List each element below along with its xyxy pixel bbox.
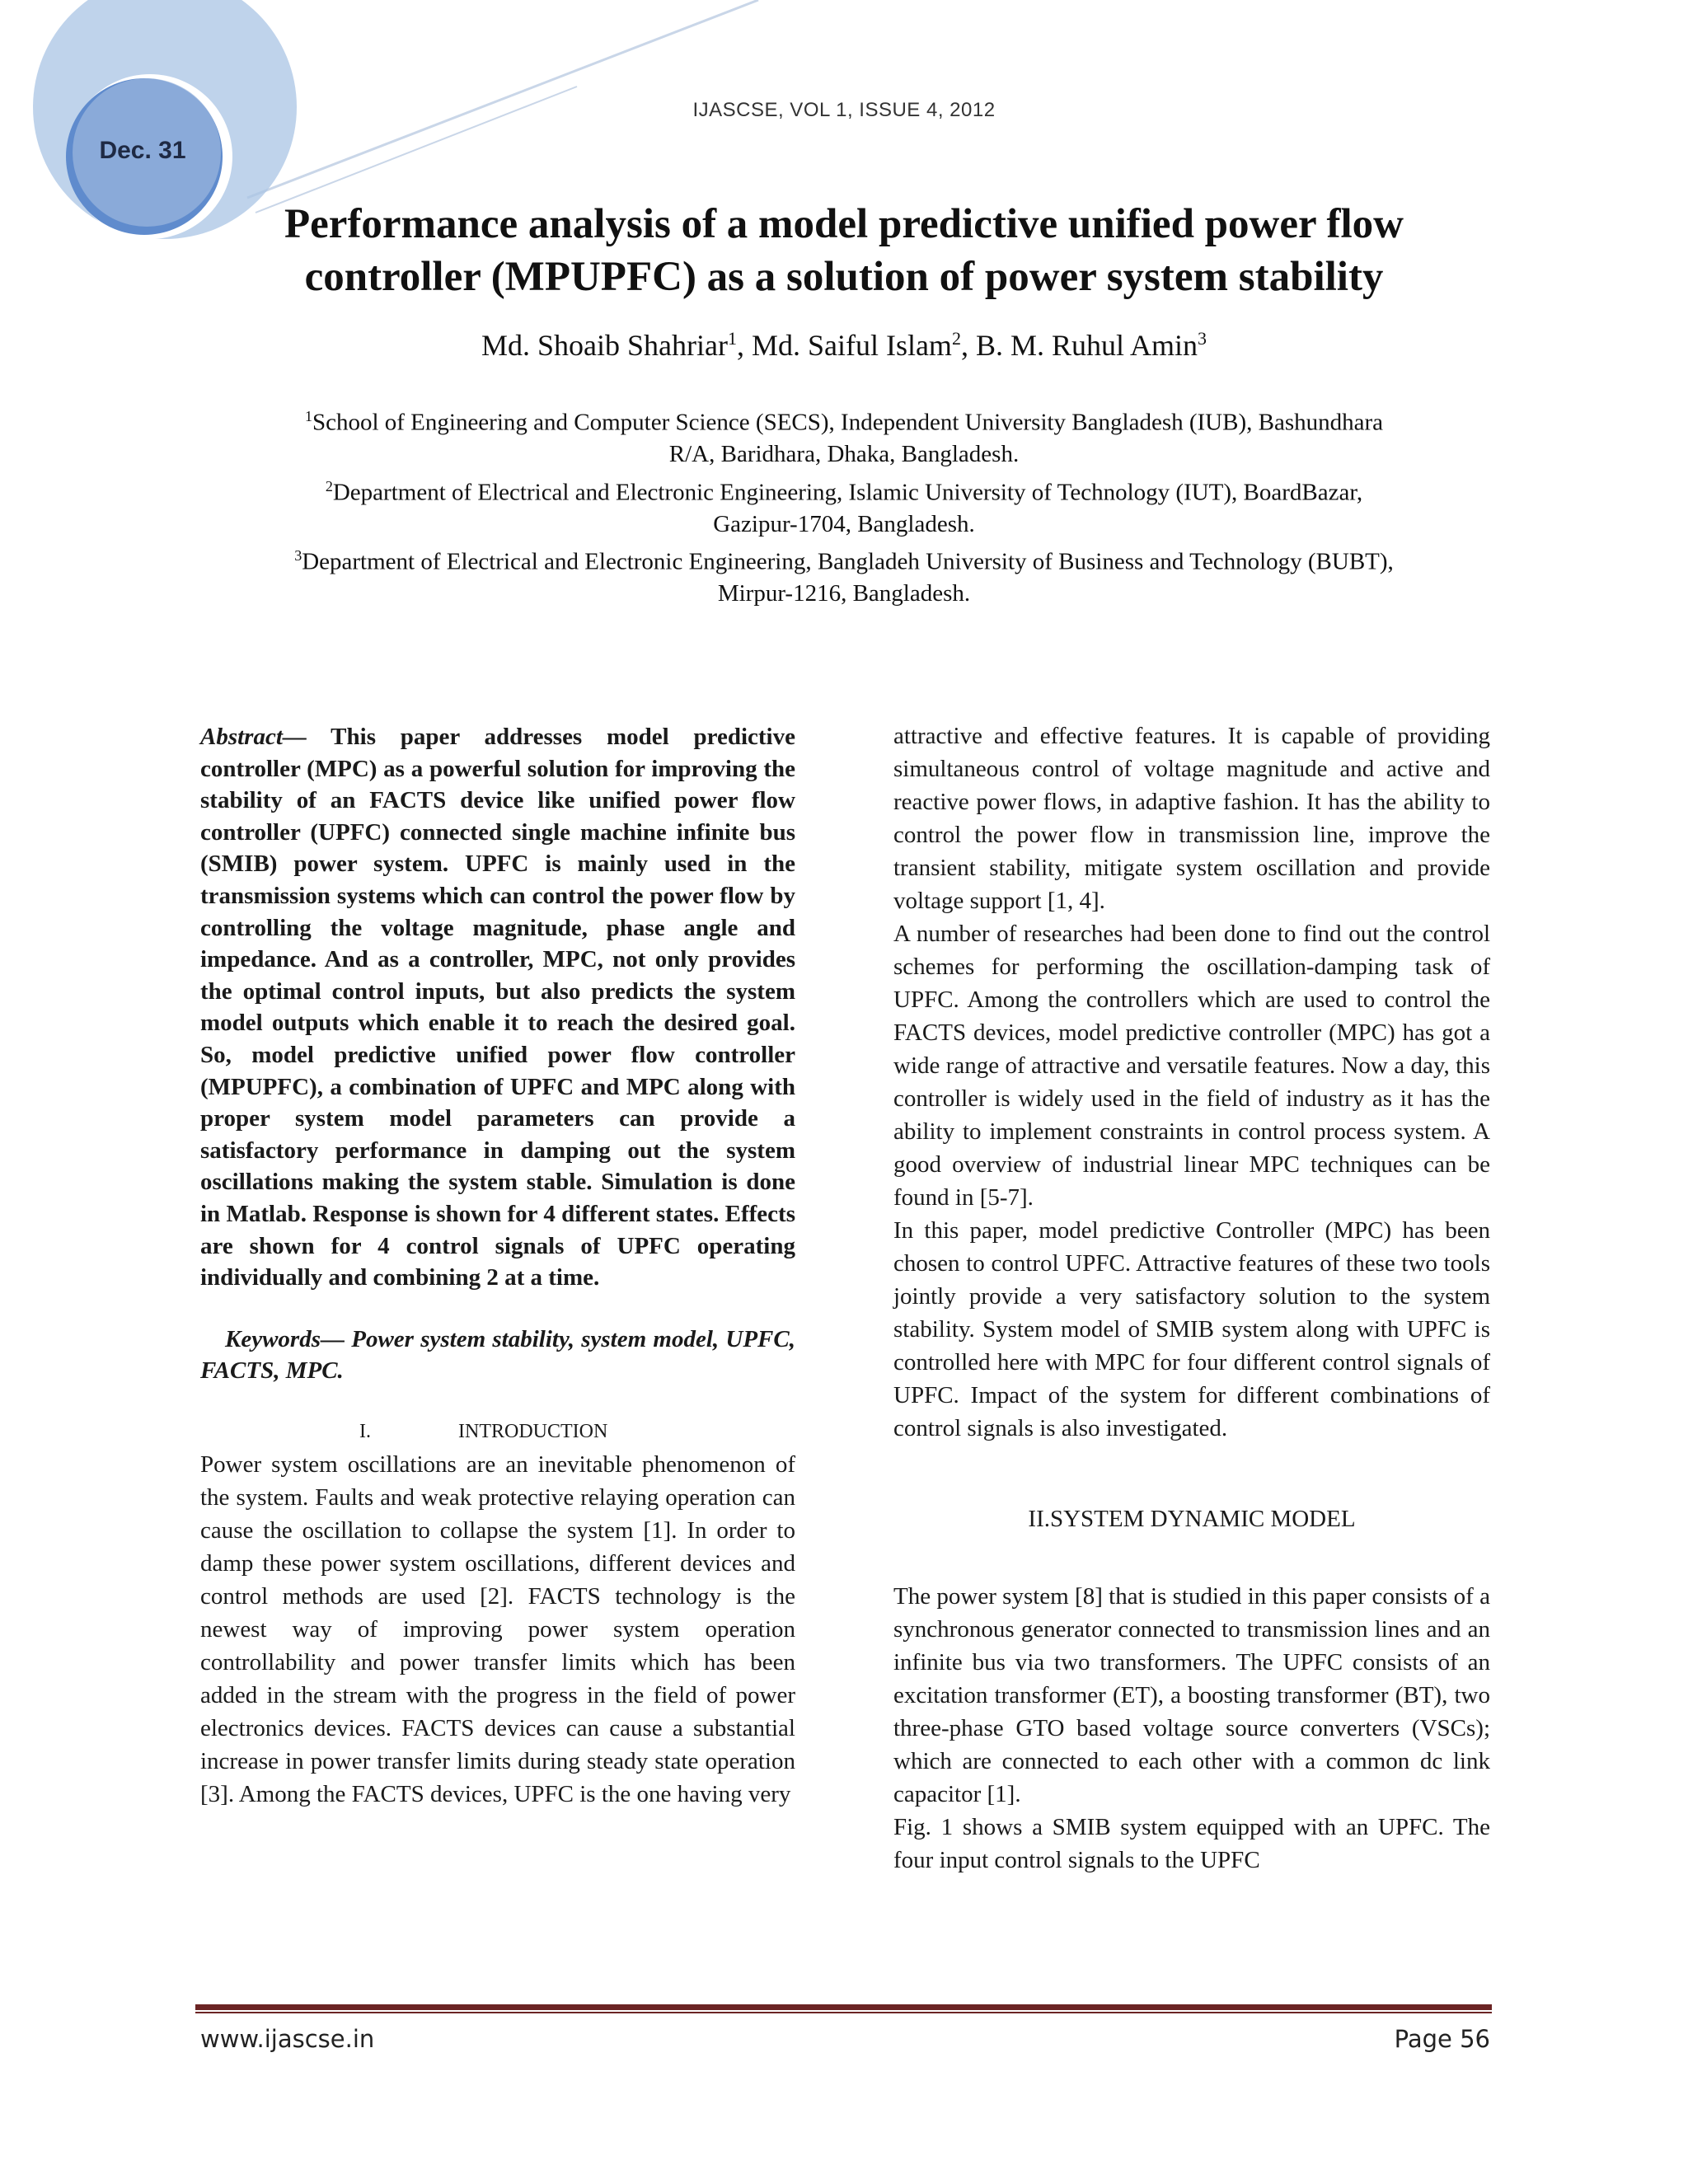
author-list — [0, 328, 1688, 363]
section-heading-introduction — [200, 1415, 795, 1448]
author-affiliation-mark: 1 — [727, 328, 737, 349]
right-column — [893, 719, 1490, 1877]
introduction-paragraph: Power system oscillations are an inevitable phenomenon of the system. Faults and weak protective relaying operation can cause the oscillation to collapse the system [1]. In order to damp these power system oscillations, different devices and control methods are used [2]. FACTS technology is the newest way of improving power system operation controllability and power transfer limits which has been added in the stream with the progress in the field of power electronics devices. FACTS devices can cause a substantial increase in power transfer limits during steady state operation [3]. Among the FACTS devices, UPFC is the one having very — [200, 1451, 795, 1807]
affiliation-mark: 3 — [294, 547, 302, 565]
footer-rule-thin — [195, 2012, 1492, 2013]
affiliation-text: Department of Electrical and Electronic Engineering, Islamic University of Technology (IUT), BoardBazar, — [332, 479, 1363, 506]
paragraph: The power system [8] that is studied in this paper consists of a synchronous generator connected to transmission lines and an infinite bus via two transformers. The UPFC consists of an excitation transformer (ET), a boosting transformer (BT), two three-phase GTO based voltage source converters (VSCs); which are connected to each other with a common dc link capacitor [1]. — [893, 1583, 1490, 1807]
abstract — [200, 721, 795, 1294]
paper-title — [181, 198, 1507, 303]
title-line-2: controller (MPUPFC) as a solution of power system stability — [304, 254, 1384, 300]
affiliation-list — [198, 401, 1490, 610]
affiliation-line — [198, 471, 1490, 509]
author-separator: , — [960, 329, 976, 362]
affiliation-text: School of Engineering and Computer Science (SECS), Independent University Bangladesh (IUB), Bashundhara — [312, 409, 1384, 436]
paragraph: In this paper, model predictive Controller (MPC) has been chosen to control UPFC. Attractive features of these two tools jointly provide a very satisfactory solution to the system stability. System model of SMIB system along with UPFC is controlled here with MPC for four different control signals of UPFC. Impact of the system for different combinations of control signals is also investigated. — [893, 1217, 1490, 1441]
footer-rule — [195, 2004, 1492, 2010]
title-line-1: Performance analysis of a model predictive unified power flow — [284, 201, 1404, 247]
keywords: Keywords— Power system stability, system model, UPFC, FACTS, MPC. — [200, 1325, 795, 1385]
affiliation-text: Department of Electrical and Electronic Engineering, Bangladeh University of Business and Technology (BUBT), — [302, 548, 1394, 575]
author-name: Md. Shoaib Shahriar — [481, 329, 728, 362]
abstract-text: This paper addresses model predictive controller (MPC) as a powerful solution for improving the stability of an FACTS device like unified power flow controller (UPFC) connected single machine infinite bus (SMIB) power system. UPFC is mainly used in the transmission systems which can control the power flow by controlling the voltage magnitude, phase angle and impedance. And as a controller, MPC, not only provides the optimal control inputs, but also predicts the system model outputs which enable it to reach the desired goal. So, model predictive unified power flow controller (MPUPFC), a combination of UPFC and MPC along with proper system model parameters can provide a satisfactory performance in damping out the system oscillations making the system stable. Simulation is done in Matlab. Response is shown for 4 different states. Effects are shown for 4 control signals of UPFC operating individually and combining 2 at a time. — [200, 724, 795, 1291]
date-badge: Dec. 31 — [99, 137, 186, 164]
author-affiliation-mark: 2 — [951, 328, 961, 349]
affiliation-mark: 2 — [325, 477, 333, 494]
paragraph: attractive and effective features. It is capable of providing simultaneous control of voltage magnitude and active and reactive power flows, in adaptive fashion. It has the ability to control the power flow in transmission line, improve the transient stability, mitigate system oscillation and provide voltage support [1, 4]. — [893, 723, 1490, 914]
journal-header: IJASCSE, VOL 1, ISSUE 4, 2012 — [692, 99, 996, 121]
affiliation-line — [198, 540, 1490, 578]
affiliation-line: Gazipur-1704, Bangladesh. — [713, 510, 975, 537]
affiliation-line — [198, 401, 1490, 438]
paragraph: Fig. 1 shows a SMIB system equipped with an UPFC. The four input control signals to the UPFC — [893, 1814, 1490, 1873]
author-name: B. M. Ruhul Amin — [975, 329, 1198, 362]
footer-website[interactable]: www.ijascse.in — [200, 2025, 375, 2053]
affiliation-mark: 1 — [304, 408, 312, 424]
section-number: I. — [359, 1420, 371, 1442]
section-heading-system-dynamic-model: II.SYSTEM DYNAMIC MODEL — [1028, 1506, 1356, 1532]
author-separator: , — [736, 329, 752, 362]
left-column — [200, 721, 795, 1811]
affiliation-line: R/A, Baridhara, Dhaka, Bangladesh. — [668, 441, 1020, 468]
page-number: Page 56 — [1394, 2025, 1490, 2053]
author-name: Md. Saiful Islam — [751, 329, 952, 362]
abstract-label: Abstract— — [200, 724, 307, 750]
author-affiliation-mark: 3 — [1198, 328, 1207, 349]
affiliation-line: Mirpur-1216, Bangladesh. — [717, 580, 971, 607]
paragraph: A number of researches had been done to find out the control schemes for performing the oscillation-damping task of UPFC. Among the controllers which are used to control the FACTS devices, model predictive controller (MPC) has got a wide range of attractive and versatile features. Now a day, this controller is widely used in the field of industry as it has the ability to implement constraints in control process system. A good overview of industrial linear MPC techniques can be found in [5-7]. — [893, 921, 1490, 1211]
section-title: INTRODUCTION — [458, 1420, 608, 1442]
